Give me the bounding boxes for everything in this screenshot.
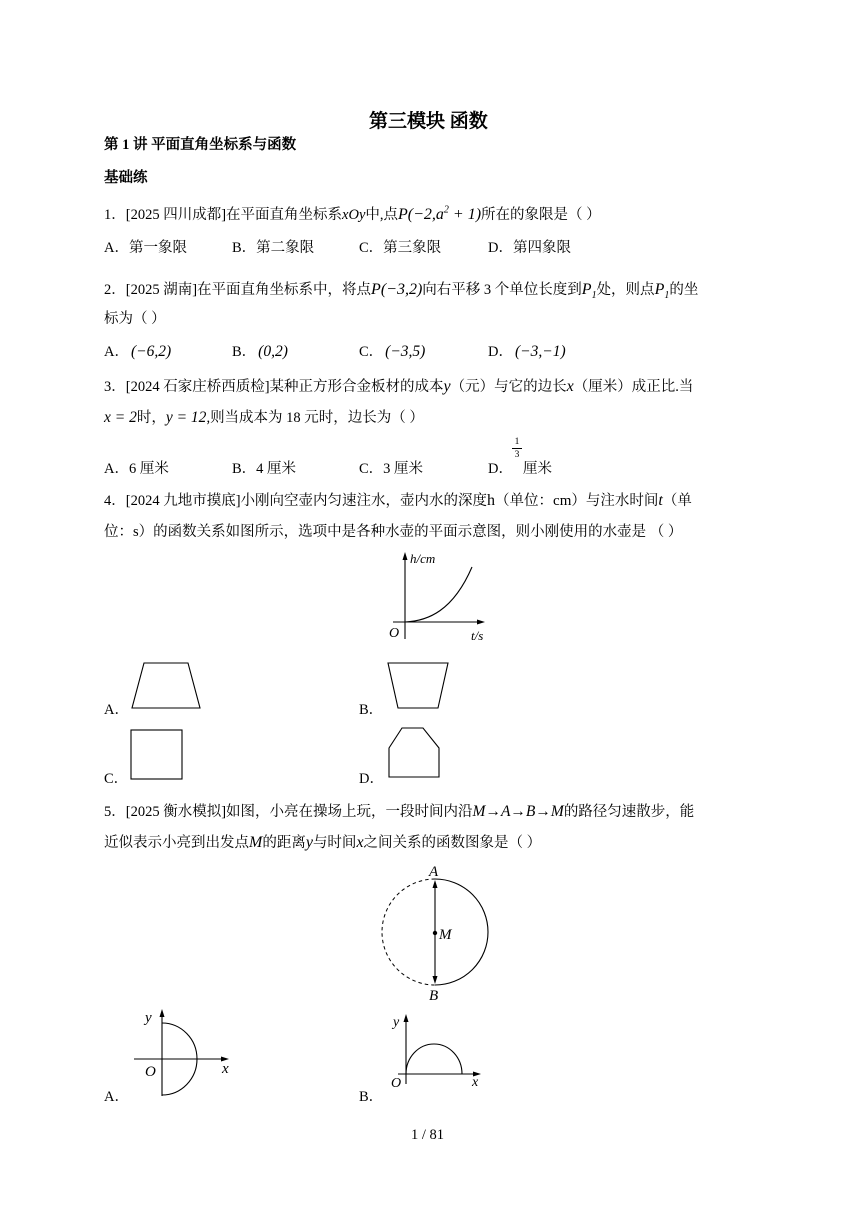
unit-cm: cm — [553, 493, 572, 509]
question-5-line-2 — [104, 831, 541, 852]
label-m: M — [439, 927, 452, 943]
stem-text: 的路径匀速散步，能 — [563, 804, 695, 820]
math-y-eq: y = 12 — [165, 409, 207, 426]
origin-label: O — [389, 626, 400, 641]
label-a: A — [429, 864, 439, 880]
stem-text: （单位： — [495, 493, 554, 509]
option-b-graph[interactable] — [388, 1010, 498, 1090]
stem-text: 向右平移 3 个单位长度到 — [422, 282, 582, 298]
question-number: 3． — [104, 379, 126, 395]
stem-text: 如图，小亮在操场上玩，一段时间内沿 — [226, 804, 473, 820]
q4-depth-time-graph — [368, 549, 508, 649]
kettle-square[interactable] — [130, 729, 184, 781]
option-d[interactable]: D． — [488, 461, 513, 477]
origin-label: O — [145, 1064, 156, 1080]
question-source: [2025 四川成都] — [125, 207, 227, 223]
stem-text: 在平面直角坐标系 — [226, 207, 343, 223]
question-2-stem — [104, 278, 698, 301]
math-path: M→A→B→M — [472, 803, 564, 820]
option-b[interactable]: B． — [359, 702, 384, 718]
question-number: 4． — [104, 493, 126, 509]
stem-text: （单 — [662, 493, 692, 509]
option-a-graph[interactable] — [132, 1006, 242, 1098]
option-b[interactable]: B．第二象限 — [232, 240, 315, 256]
q5-playground-circle — [375, 862, 495, 1002]
stem-text: 的距离 — [262, 835, 306, 851]
question-source: [2024 石家庄桥西质检] — [125, 379, 270, 395]
option-b[interactable]: B． — [359, 1089, 384, 1105]
y-axis-label: h/cm — [410, 551, 436, 566]
stem-text: ,则当成本为 18 元时，边长为（ ） — [206, 410, 424, 426]
option-a[interactable]: A． (−6,2) — [104, 343, 172, 360]
math-x: x — [356, 834, 364, 851]
stem-text: 时， — [136, 410, 166, 426]
kettle-trapezoid-wide-top[interactable] — [386, 662, 450, 710]
question-4-stem — [104, 489, 692, 510]
option-a[interactable]: A．6 厘米 — [104, 461, 169, 477]
y-axis-arrow — [403, 552, 408, 560]
question-4-line-2: 位：s）的函数关系如图所示，选项中是各种水壶的平面示意图，则小刚使用的水壶是 （ ） — [104, 524, 683, 540]
stem-text: 之间关系的函数图象是（ ） — [363, 835, 542, 851]
stem-text: 中,点 — [365, 207, 399, 223]
stem-text: 近似表示小亮到出发点 — [104, 835, 249, 851]
math-p1: $P_1$ — [654, 281, 670, 302]
math-p1: $P_1$ — [581, 281, 597, 302]
stem-text: 的坐 — [669, 282, 699, 298]
math-m: M — [249, 834, 263, 851]
math-y: y — [305, 834, 313, 851]
stem-text: （元）与它的边长 — [450, 379, 567, 395]
y-label: y — [145, 1010, 152, 1026]
math-x: x — [566, 378, 574, 395]
center-point-m — [433, 931, 437, 935]
stem-text: 所在的象限是（ ） — [481, 207, 601, 223]
question-source: [2024 九地市摸底] — [125, 493, 241, 509]
option-c[interactable]: C． — [104, 771, 129, 787]
stem-line-2: 标为（ ） — [104, 311, 166, 327]
question-number: 2． — [104, 282, 126, 298]
depth-curve — [405, 567, 472, 622]
fraction-one-third: 1 3 — [512, 437, 522, 460]
origin-label: O — [391, 1076, 402, 1091]
stem-text: 在平面直角坐标系中，将点 — [197, 282, 372, 298]
math-xoy: xOy — [342, 207, 366, 223]
stem-text: （厘米）成正比.当 — [573, 379, 694, 395]
x-label: x — [472, 1075, 479, 1090]
question-source: [2025 湖南] — [125, 282, 198, 298]
option-b[interactable]: B． (0,2) — [232, 343, 288, 360]
math-point-p: P(−3,2) — [371, 281, 423, 298]
y-label: y — [393, 1015, 400, 1030]
lesson-title: 第 1 讲 平面直角坐标系与函数 — [104, 137, 297, 153]
option-d-unit: 厘米 — [523, 461, 552, 477]
section-label: 基础练 — [104, 170, 148, 186]
option-d[interactable]: D． (−3,−1) — [488, 343, 566, 360]
option-d[interactable]: D．第四象限 — [488, 240, 571, 256]
x-label: x — [222, 1061, 229, 1077]
stem-text: 小刚向空壶内匀速注水，壶内水的深度 — [240, 493, 488, 509]
question-number: 1． — [104, 207, 126, 223]
math-y: y — [443, 378, 451, 395]
label-b: B — [429, 988, 439, 1004]
option-b[interactable]: B．4 厘米 — [232, 461, 297, 477]
option-c[interactable]: C．第三象限 — [359, 240, 442, 256]
math-t: t — [658, 492, 663, 509]
upper-semicircle — [406, 1044, 462, 1074]
math-point-p: $P(-2,a^2 + 1)$ — [398, 204, 482, 223]
math-h: h — [487, 492, 496, 509]
question-3-stem — [104, 375, 693, 396]
kettle-narrow-neck[interactable] — [387, 727, 441, 779]
kettle-trapezoid-wide-bottom[interactable] — [130, 662, 202, 710]
question-5-stem — [104, 800, 694, 821]
stem-text: 与时间 — [312, 835, 357, 851]
x-axis-label: t/s — [471, 628, 484, 643]
y-axis-arrow — [404, 1014, 409, 1022]
question-1-stem — [104, 203, 601, 224]
option-a[interactable]: A． — [104, 1089, 129, 1105]
math-x-eq: x = 2 — [104, 409, 137, 426]
question-3-line-2 — [104, 406, 424, 427]
question-source: [2025 衡水模拟] — [125, 804, 227, 820]
question-number: 5． — [104, 804, 126, 820]
y-axis-arrow — [160, 1009, 165, 1017]
option-c[interactable]: C．3 厘米 — [359, 461, 424, 477]
page-number: 1 / 81 — [411, 1127, 445, 1143]
x-axis-arrow — [477, 620, 485, 625]
module-title: 第三模块 函数 — [369, 111, 488, 132]
option-a[interactable]: A． — [104, 702, 129, 718]
dashed-left-arc — [382, 879, 435, 985]
option-c[interactable]: C． (−3,5) — [359, 343, 426, 360]
stem-text: ）与注水时间 — [571, 493, 659, 509]
option-d[interactable]: D． — [359, 771, 384, 787]
option-a[interactable]: A．第一象限 — [104, 240, 187, 256]
arrow-down — [433, 976, 438, 984]
stem-text: 某种正方形合金板材的成本 — [269, 379, 444, 395]
stem-text: 处，则点 — [596, 282, 655, 298]
arrow-up — [433, 880, 438, 888]
